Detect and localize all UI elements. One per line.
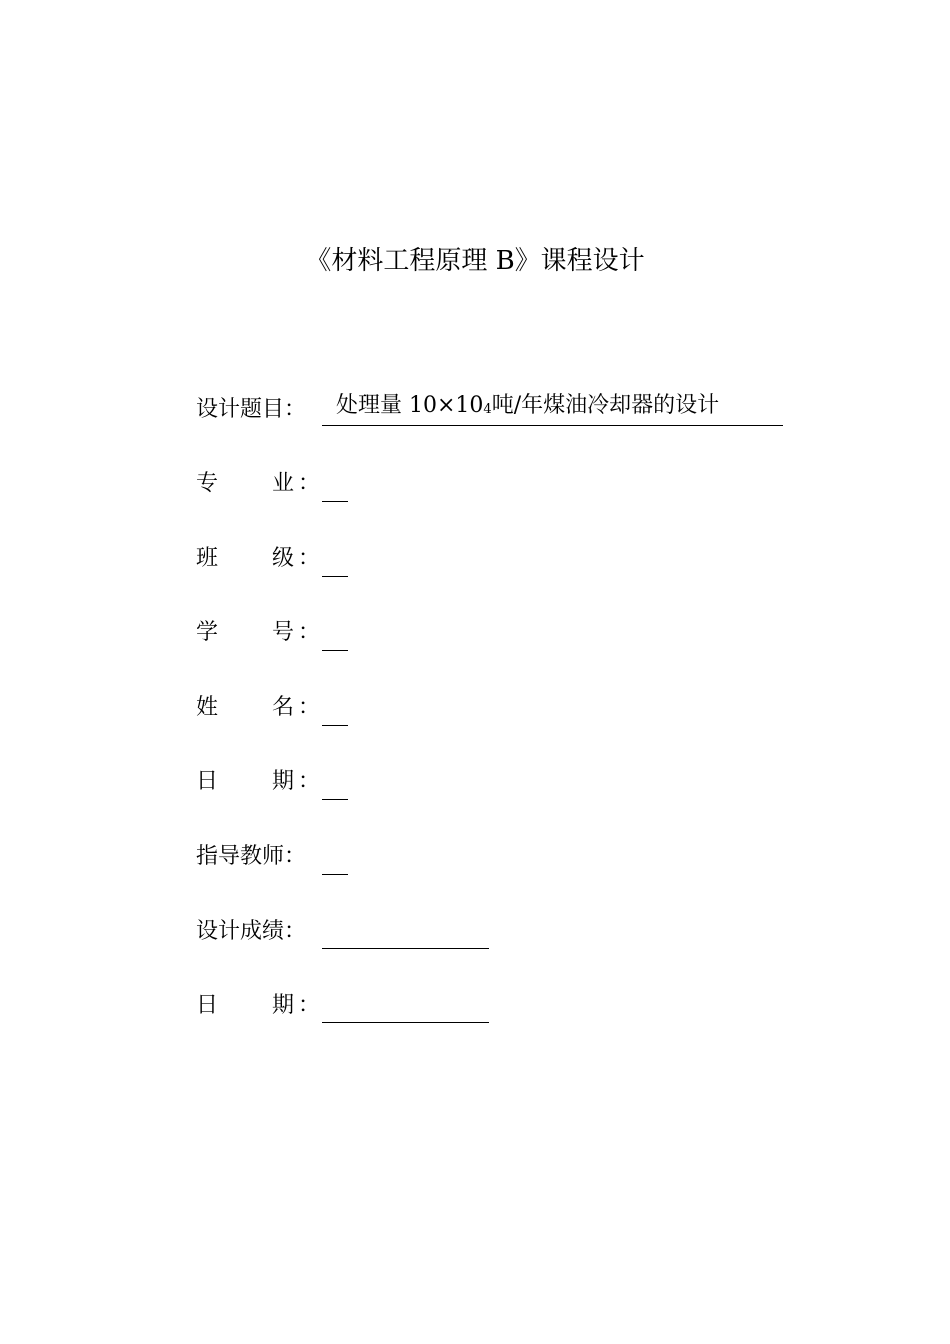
label-char-2: 期 — [272, 993, 295, 1018]
field-student-id — [196, 615, 796, 651]
class-value[interactable] — [322, 547, 348, 577]
design-topic-value[interactable] — [322, 386, 783, 426]
field-major — [196, 466, 796, 502]
field-grade-date — [196, 988, 796, 1024]
field-label: 设计成绩： — [196, 919, 307, 944]
label-char-2: 名 — [272, 695, 295, 720]
label-colon: ： — [298, 695, 321, 720]
major-value[interactable] — [322, 472, 348, 502]
label-colon: ： — [298, 993, 321, 1018]
label-char-1: 专 — [196, 471, 219, 496]
topic-text-post: 吨/年煤油冷却器的设计 — [491, 393, 720, 418]
topic-exponent: 4 — [483, 402, 492, 417]
field-class — [196, 541, 796, 577]
date-value[interactable] — [322, 770, 348, 800]
label-char-2: 级 — [272, 546, 295, 571]
label-colon: ： — [298, 769, 321, 794]
label-char-1: 日 — [196, 769, 219, 794]
label-colon: ： — [298, 471, 321, 496]
label-char-1: 学 — [196, 620, 219, 645]
label-colon: ： — [298, 546, 321, 571]
label-char-1: 班 — [196, 546, 219, 571]
label-char-2: 期 — [272, 769, 295, 794]
field-advisor — [196, 839, 796, 875]
field-label: 设计题目： — [196, 397, 307, 422]
field-design-topic — [196, 392, 796, 428]
document-title: 《材料工程原理 B》课程设计 — [305, 246, 645, 276]
label-char-2: 业 — [272, 471, 295, 496]
label-char-1: 日 — [196, 993, 219, 1018]
grade-value[interactable] — [322, 918, 489, 949]
topic-text-pre: 处理量 10×10 — [336, 393, 484, 418]
student-id-value[interactable] — [322, 621, 348, 651]
label-char-2: 号 — [272, 620, 295, 645]
name-value[interactable] — [322, 696, 348, 726]
field-grade — [196, 914, 796, 950]
field-name — [196, 690, 796, 726]
label-char-1: 姓 — [196, 695, 219, 720]
advisor-value[interactable] — [322, 845, 348, 875]
label-colon: ： — [298, 620, 321, 645]
field-date — [196, 764, 796, 800]
grade-date-value[interactable] — [322, 992, 489, 1023]
field-label: 指导教师： — [196, 844, 307, 869]
